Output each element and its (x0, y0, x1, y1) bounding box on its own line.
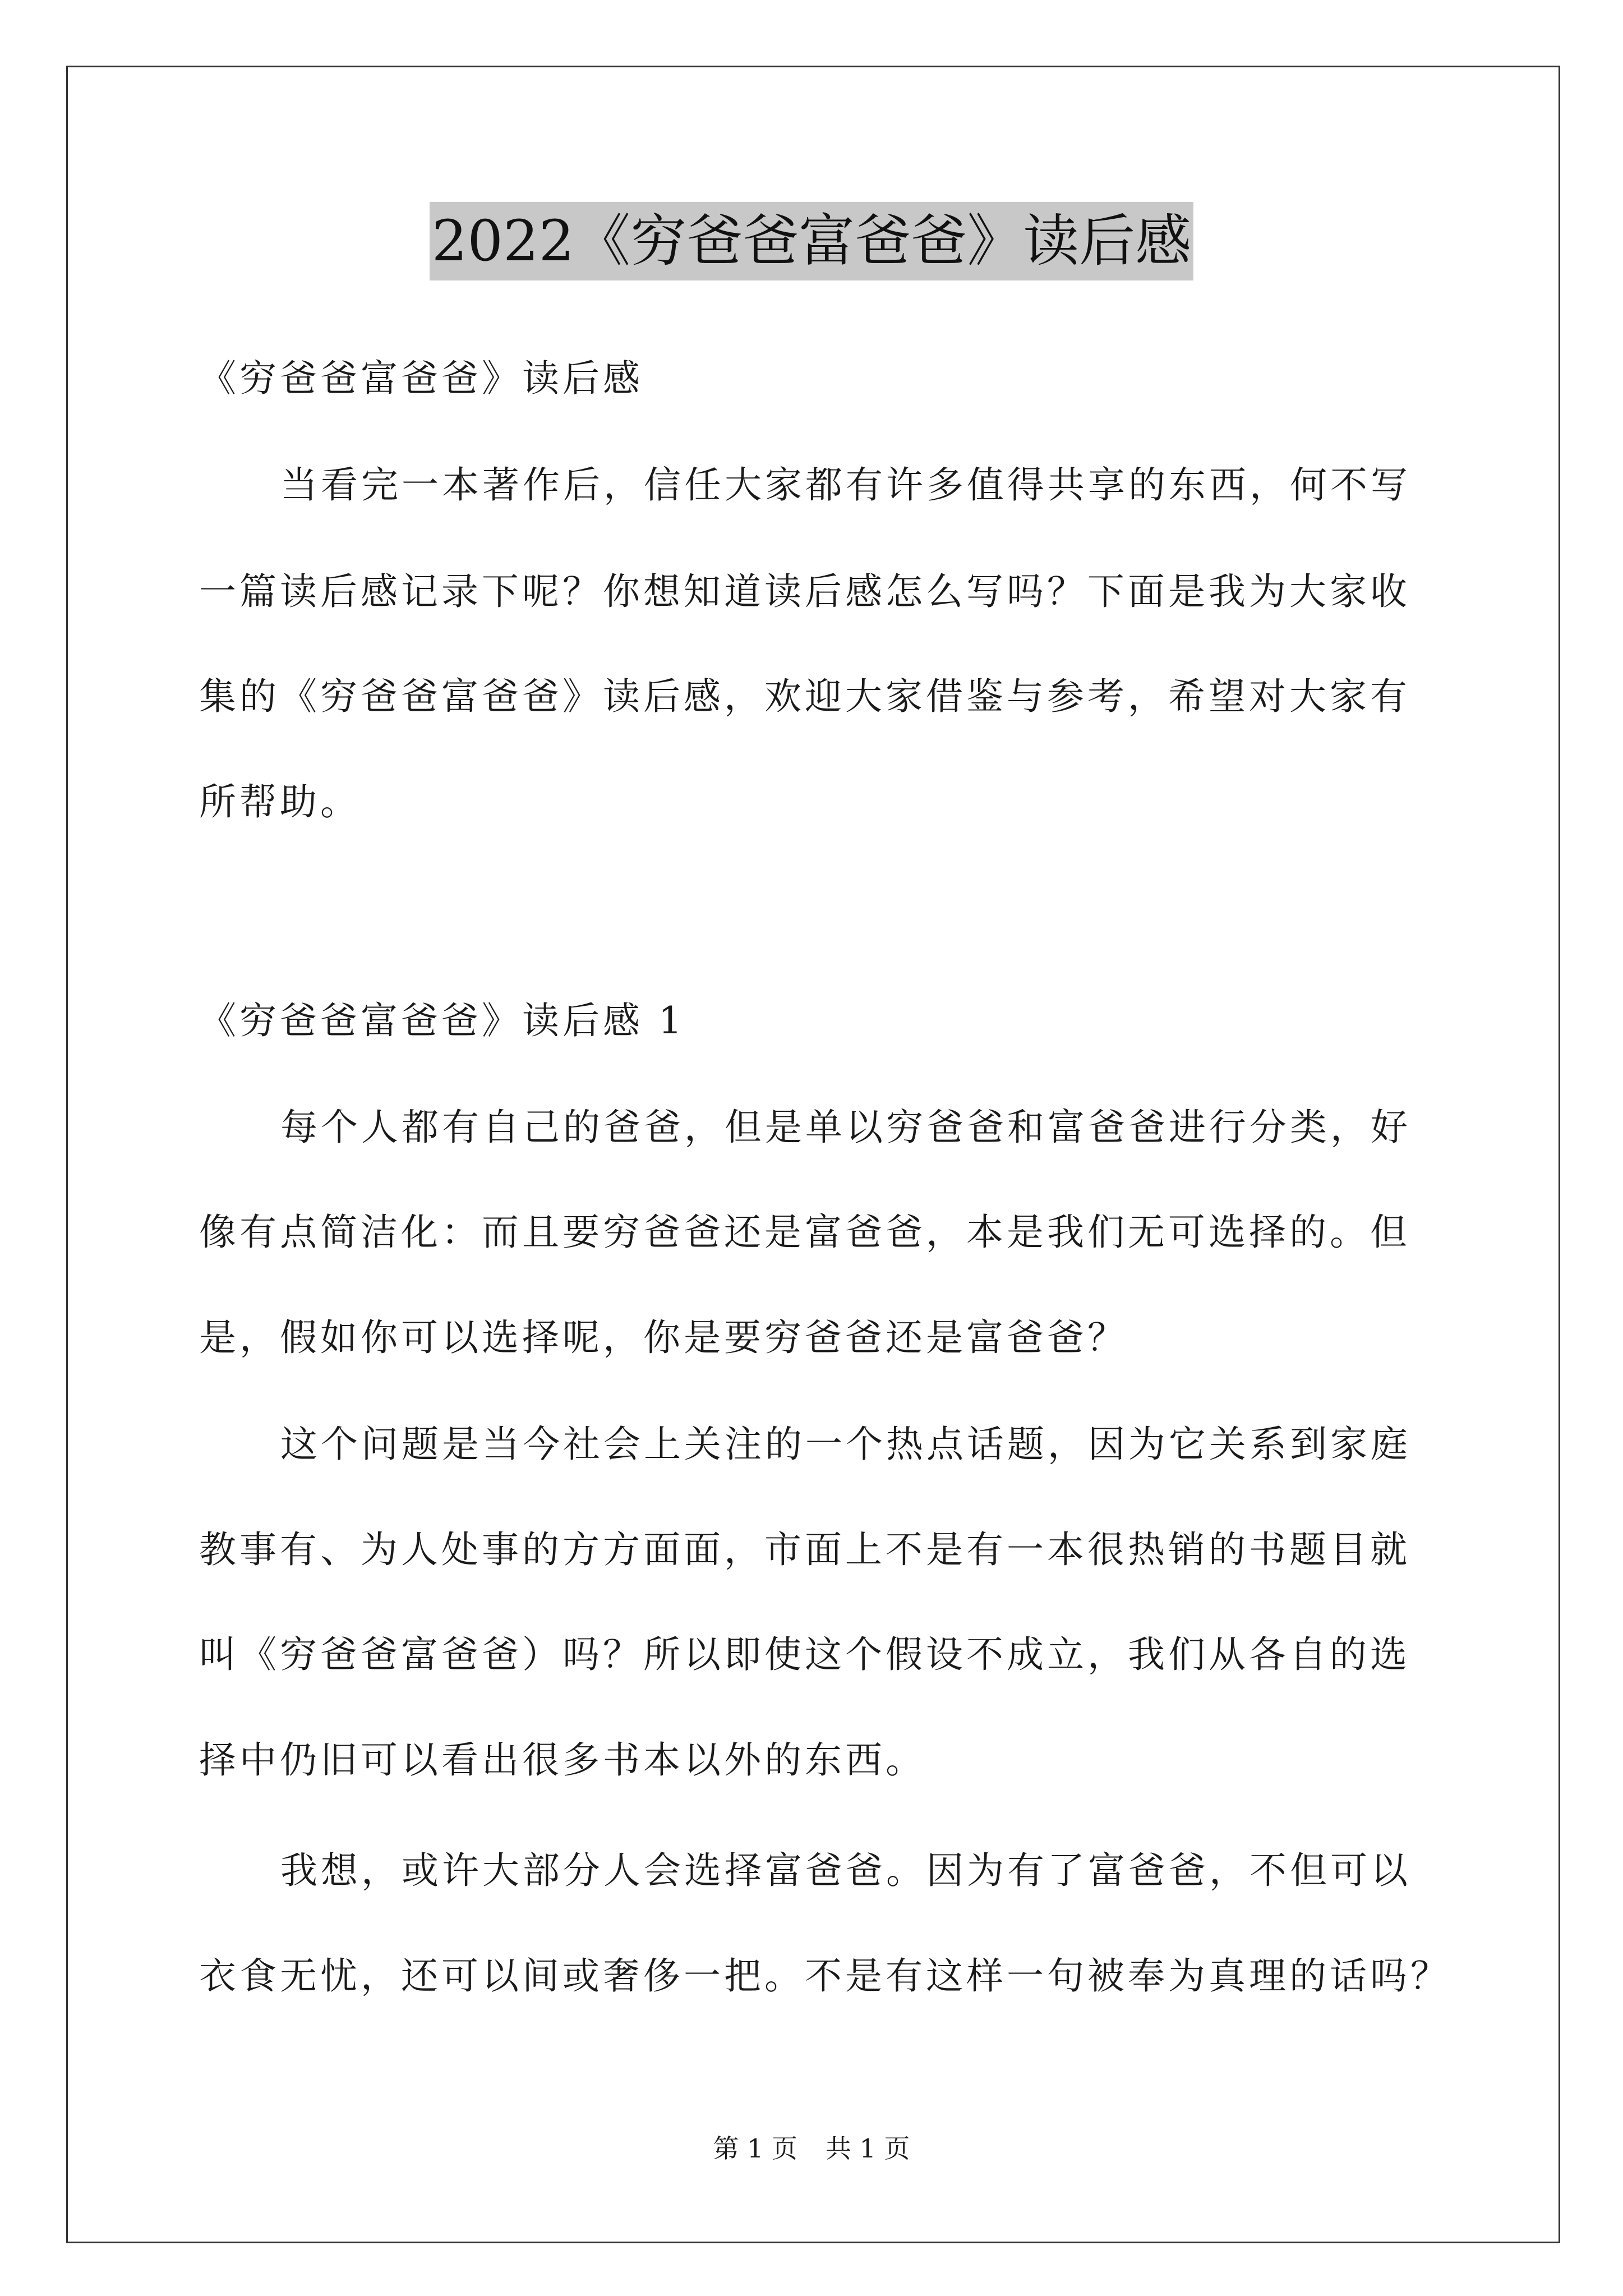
paragraph-line: 每个人都有自己的爸爸，但是单以穷爸爸和富爸爸进行分类，好 (280, 1106, 1411, 1149)
paragraph-line: 择中仍旧可以看出很多书本以外的东西。 (199, 1738, 926, 1782)
paragraph-line: 这个问题是当今社会上关注的一个热点话题，因为它关系到家庭 (280, 1423, 1411, 1466)
intro-line: 一篇读后感记录下呢？你想知道读后感怎么写吗？下面是我为大家收 (199, 570, 1410, 613)
intro-line: 当看完一本著作后，信任大家都有许多值得共享的东西，何不写 (280, 463, 1411, 507)
paragraph-line: 我想，或许大部分人会选择富爸爸。因为有了富爸爸，不但可以 (280, 1849, 1411, 1892)
document-title: 2022《穷爸爸富爸爸》读后感 (430, 202, 1194, 280)
paragraph-line: 教事有、为人处事的方方面面，市面上不是有一本很热销的书题目就 (199, 1528, 1410, 1571)
paragraph-line: 衣食无忧，还可以间或奢侈一把。不是有这样一句被奉为真理的话吗？ (199, 1954, 1451, 1998)
page-footer (0, 2132, 1623, 2165)
intro-heading: 《穷爸爸富爸爸》读后感 (199, 357, 643, 400)
paragraph-line: 是，假如你可以选择呢，你是要穷爸爸还是富爸爸？ (199, 1316, 1128, 1359)
intro-line: 集的《穷爸爸富爸爸》读后感，欢迎大家借鉴与参考，希望对大家有 (199, 675, 1410, 718)
page-total: 共 1 页 (826, 2133, 910, 2164)
page-number: 第 1 页 (713, 2133, 797, 2164)
intro-line: 所帮助。 (199, 780, 361, 823)
title-container (0, 202, 1623, 280)
section-heading: 《穷爸爸富爸爸》读后感 1 (199, 999, 685, 1042)
paragraph-line: 叫《穷爸爸富爸爸）吗？所以即使这个假设不成立，我们从各自的选 (199, 1633, 1410, 1676)
paragraph-line: 像有点简洁化：而且要穷爸爸还是富爸爸，本是我们无可选择的。但 (199, 1211, 1410, 1254)
